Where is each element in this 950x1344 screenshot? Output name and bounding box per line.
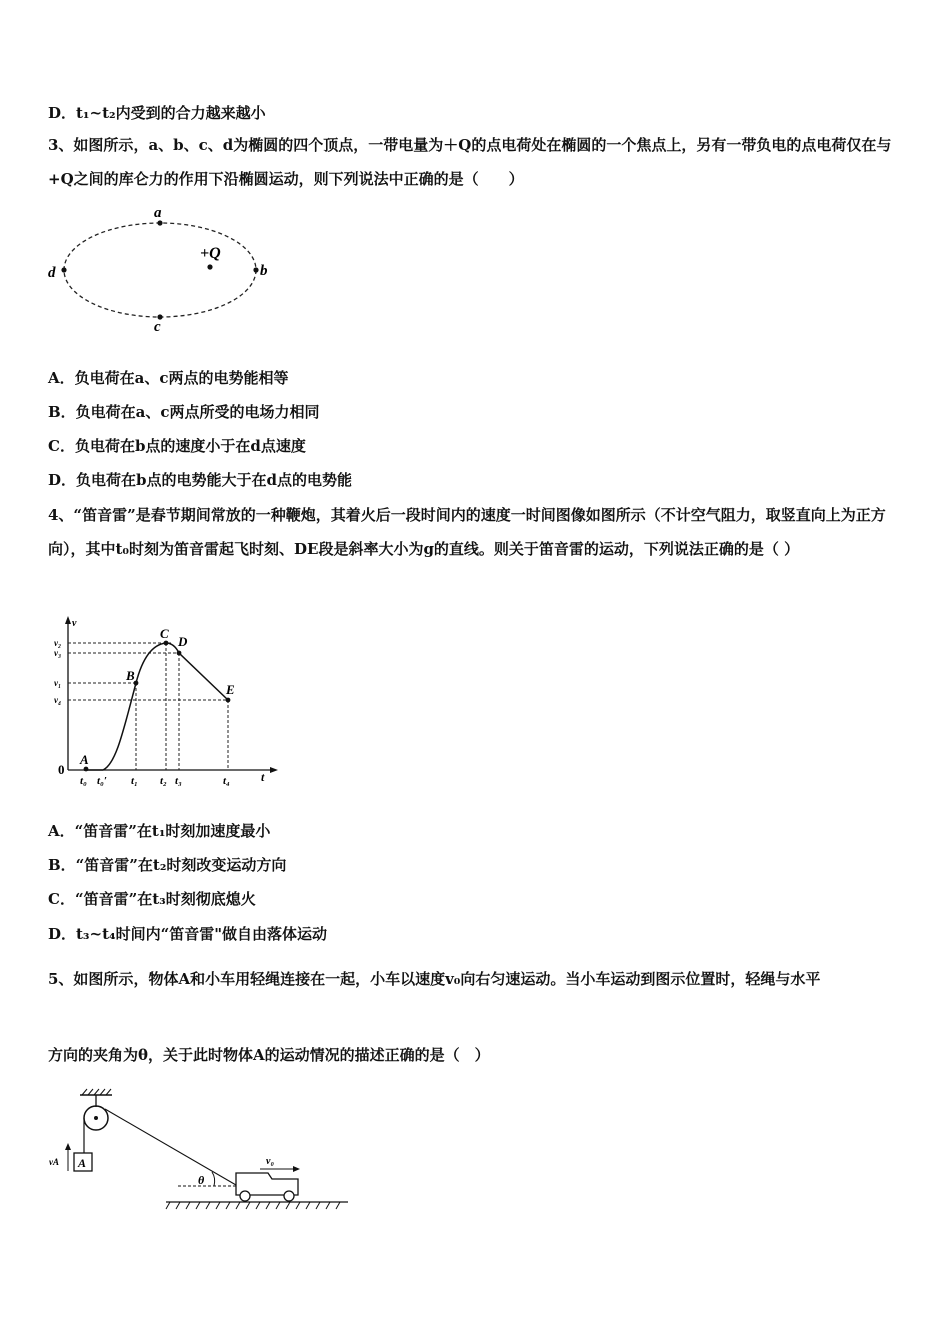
point-e-dot [226,698,231,703]
v-tick-v4: v₄ [54,695,62,705]
block-a-label: A [78,1156,87,1170]
q3-stem: 3、如图所示，a、b、c、d为椭圆的四个顶点，一带电量为＋Q的点电荷处在椭圆的一个焦点上，另有一带负电的点电荷仅在与+Q之间的库仑力的作用下沿椭圆运动，则下列说法中正确的是（ ） [48,136,892,188]
label-c: c [154,319,161,335]
t-tick-t4: t₄ [223,775,230,787]
cart-wheel-front [284,1191,294,1201]
q4-option-c: C．“笛音雷”在t₃时刻彻底熄火 [48,890,256,908]
y-axis-label: v [72,618,77,629]
label-charge: +Q [200,245,221,262]
point-d-label: D [178,634,188,649]
q3-option-a: A．负电荷在a、c两点的电势能相等 [48,369,289,387]
vt-graph [48,612,288,792]
point-e-label: E [226,682,235,697]
label-a: a [154,205,162,221]
ellipse-figure [40,200,290,335]
q4-option-a: A．“笛音雷”在t₁时刻加速度最小 [48,822,271,840]
x-axis-label: t [261,770,265,784]
vertex-a-dot [157,220,162,225]
point-c-dot [164,641,169,646]
point-a-label: A [80,752,89,767]
angle-label: θ [198,1173,205,1187]
q4-option-b: B．“笛音雷”在t₂时刻改变运动方向 [48,856,287,874]
t-tick-t3: t₃ [175,775,182,787]
t-tick-t1: t₁ [131,775,138,787]
ellipse-orbit [64,223,256,317]
t-tick-t0: t₀ [80,775,87,787]
q3-option-c: C．负电荷在b点的速度小于在d点速度 [48,437,306,455]
q2-option-d: D．t₁~t₂内受到的合力越来越小 [48,104,266,122]
vertex-d-dot [61,267,66,272]
point-d-dot [177,651,182,656]
x-axis-arrow [270,767,278,773]
point-a-dot [84,767,89,772]
cart-wheel-rear [240,1191,250,1201]
t-tick-t0-prime: t₀′ [97,775,107,787]
v-tick-v3: v₃ [54,648,62,658]
q3-option-b: B．负电荷在a、c两点所受的电场力相同 [48,403,320,421]
origin-label: 0 [58,762,65,777]
q5-stem-line1: 5、如图所示，物体A和小车用轻绳连接在一起，小车以速度v₀向右匀速运动。当小车运动到图示位置时，轻绳与水平 [48,970,821,988]
v0-label: v₀ [266,1156,274,1167]
charge-dot [207,264,212,269]
angle-arc [212,1172,215,1186]
y-axis-arrow [65,616,71,624]
vertex-b-dot [253,267,258,272]
q5-stem-line2: 方向的夹角为θ，关于此时物体A的运动情况的描述正确的是（ ） [48,1046,490,1064]
q4-stem: 4、“笛音雷”是春节期间常放的一种鞭炮，其着火后一段时间内的速度一时间图像如图所示（不计空气阻力，取竖直向上为正方向），其中t₀时刻为笛音雷起飞时刻、DE段是斜率大小为g的直线。则关于笛音雷的运动，下列说法正确的是（ ） [48,506,886,558]
v-tick-v1: v₁ [54,678,62,688]
t-tick-t2: t₂ [160,775,167,787]
label-b: b [260,263,268,279]
point-c-label: C [160,626,169,641]
rope-slanted [105,1109,236,1185]
v-tick-v2: v₂ [54,638,62,648]
label-d: d [48,265,56,281]
vt-curve [84,643,228,770]
point-b-label: B [126,668,135,683]
pulley-cart-figure [40,1085,360,1220]
q3-option-d: D．负电荷在b点的电势能大于在d点的电势能 [48,471,352,489]
pulley-axle [94,1116,98,1120]
q4-option-d: D．t₃~t₄时间内“笛音雷"做自由落体运动 [48,925,328,943]
va-label: vA [49,1157,59,1167]
